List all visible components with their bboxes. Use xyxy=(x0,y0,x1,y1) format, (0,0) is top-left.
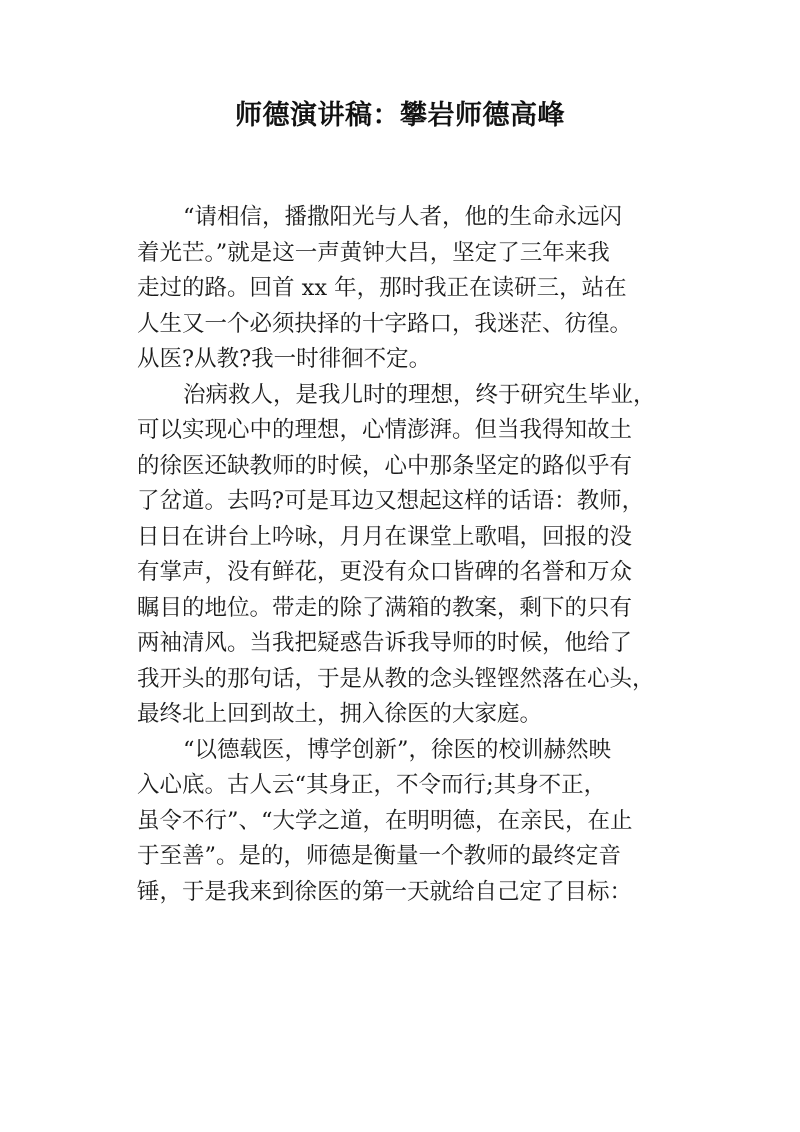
paragraph-1-line-1: “请相信，播撒阳光与人者，他的生命永远闪 xyxy=(183,204,623,230)
paragraph-3-line-2: 入心底。古人云“其身正，不令而行;其身不正， xyxy=(137,772,607,798)
paragraph-2-line-3: 的徐医还缺教师的时候，心中那条坚定的路似乎有 xyxy=(137,452,633,479)
document-body xyxy=(137,200,677,910)
paragraph-1-line-3: 走过的路。回首 xx 年，那时我正在读研三，站在 xyxy=(137,275,627,301)
paragraph-2-line-6: 有掌声，没有鲜花，更没有众口皆碑的名誉和万众 xyxy=(137,559,633,585)
paragraph-3-line-3: 虽令不行”、“大学之道，在明明德，在亲民，在止 xyxy=(137,807,633,834)
paragraph-2-line-10: 最终北上回到故土，拥入徐医的大家庭。 xyxy=(137,701,543,727)
document-title: 师德演讲稿：攀岩师德高峰 xyxy=(235,100,565,131)
paragraph-1-line-4: 人生又一个必须抉择的十字路口，我迷茫、彷徨。 xyxy=(137,310,633,337)
paragraph-1-line-2: 着光芒。”就是这一声黄钟大吕，坚定了三年来我 xyxy=(137,239,610,266)
paragraph-2-line-7: 瞩目的地位。带走的除了满箱的教案，剩下的只有 xyxy=(137,594,633,621)
paragraph-2-line-9: 我开头的那句话，于是从教的念头铿铿然落在心头， xyxy=(137,665,655,692)
paragraph-2-line-1: 治病救人，是我儿时的理想，终于研究生毕业， xyxy=(183,381,656,408)
paragraph-2-line-8: 两袖清风。当我把疑惑告诉我导师的时候，他给了 xyxy=(137,630,633,656)
paragraph-2-line-4: 了岔道。去吗?可是耳边又想起这样的话语：教师， xyxy=(137,488,645,514)
paragraph-3-line-1: “以德载医，博学创新”，徐医的校训赫然映 xyxy=(183,736,612,763)
paragraph-2-line-5: 日日在讲台上吟咏，月月在课堂上歌唱，回报的没 xyxy=(137,523,633,550)
paragraph-3-line-4: 于至善”。是的，师德是衡量一个教师的最终定音 xyxy=(137,843,622,869)
paragraph-2-line-2: 可以实现心中的理想，心情澎湃。但当我得知故土 xyxy=(137,417,633,443)
paragraph-1-line-5: 从医?从教?我一时徘徊不定。 xyxy=(137,346,432,372)
paragraph-3-line-5: 锤，于是我来到徐医的第一天就给自己定了目标： xyxy=(137,878,633,905)
